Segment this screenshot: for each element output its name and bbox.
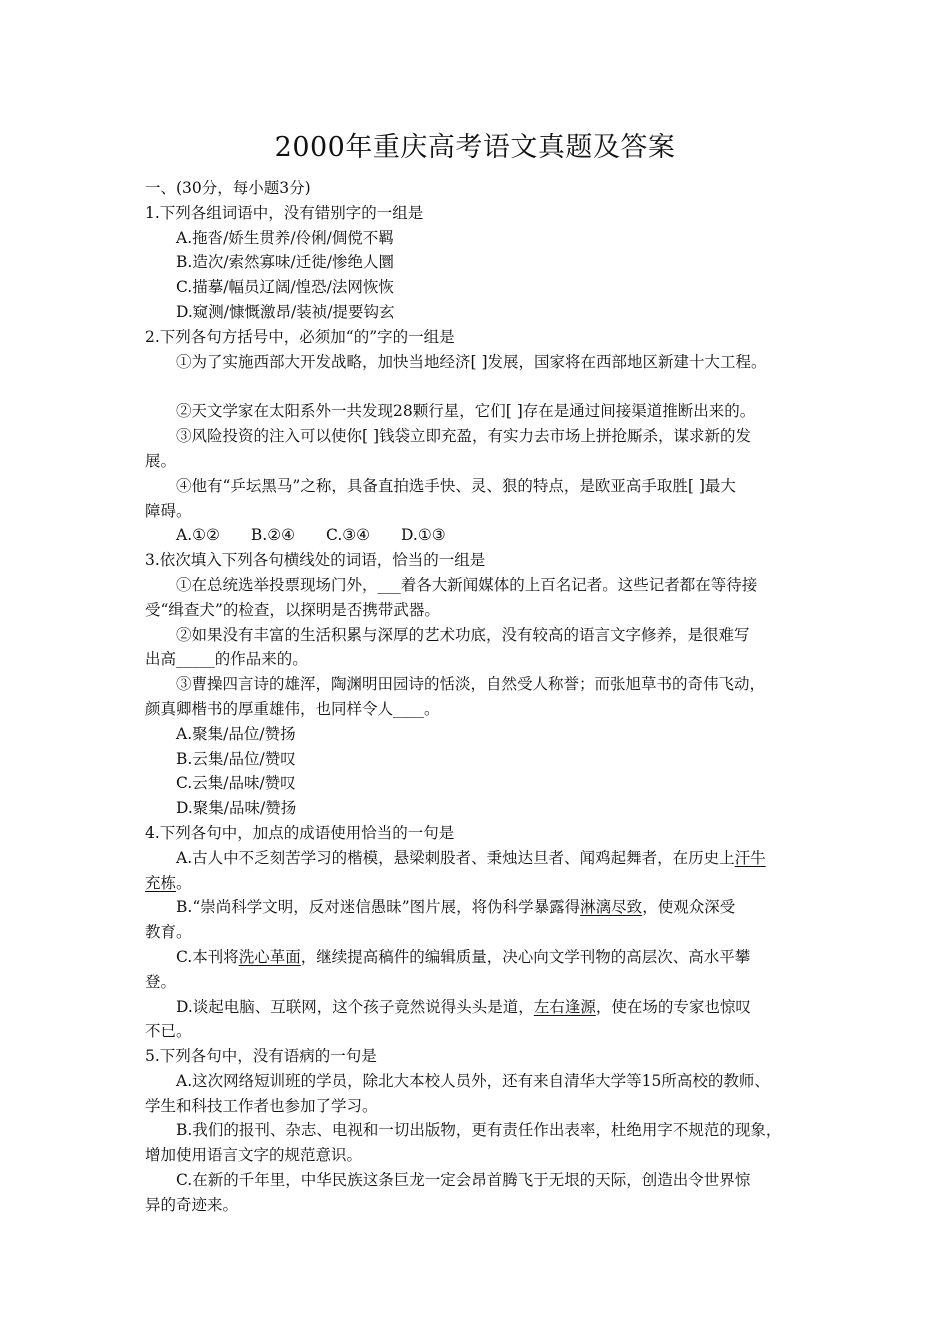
q3-option-d: D.聚集/品味/赞扬: [176, 799, 297, 818]
q4-option-c: [145, 945, 815, 970]
q4-b-text: B.“崇尚科学文明，反对迷信愚昧”图片展，将伪科学暴露得: [176, 898, 581, 917]
q3-option-a: A.聚集/品位/赞扬: [176, 724, 296, 743]
q2-sentence-1: ①为了实施西部大开发战略，加快当地经济[ ]发展，国家将在西部地区新建十大工程。: [176, 352, 767, 371]
q2-sentence-3-cont: 展。: [145, 451, 177, 470]
exam-body: [145, 176, 815, 1218]
q4-c-idiom: 洗心革面: [238, 947, 301, 966]
q4-d-idiom: 左右逢源: [533, 997, 596, 1016]
q4-option-c-cont: 登。: [145, 972, 177, 991]
q4-a-end: 。: [176, 873, 192, 892]
q4-a-text: A.古人中不乏刻苦学习的楷模，悬梁刺股者、秉烛达旦者、闻鸡起舞者，在历史上: [176, 848, 735, 867]
q3-sentence-1: ①在总统选举投票现场门外，___着各大新闻媒体的上百名记者。这些记者都在等待接: [176, 575, 758, 594]
q2-sentence-4: ④他有“乒坛黑马”之称，具备直拍选手快、灵、狠的特点，是欧亚高手取胜[ ]最大: [176, 476, 736, 495]
q4-option-a: [145, 846, 815, 871]
q5-option-a: A.这次网络短训班的学员，除北大本校人员外，还有来自清华大学等15所高校的教师、: [176, 1071, 770, 1090]
q2-sentence-3: ③风险投资的注入可以使你[ ]钱袋立即充盈，有实力去市场上拼抢厮杀，谋求新的发: [176, 427, 752, 446]
q5-option-a-cont: 学生和科技工作者也参加了学习。: [145, 1096, 378, 1115]
q4-b-idiom: 淋漓尽致: [580, 898, 643, 917]
q4-a-idiom-part2: 充栋: [145, 873, 177, 892]
q4-option-d-cont: 不已。: [145, 1022, 192, 1041]
q2-sentence-4-cont: 障碍。: [145, 501, 192, 520]
q3-stem: 3.依次填入下列各句横线处的词语，恰当的一组是: [145, 551, 486, 570]
q5-option-b: B.我们的报刊、杂志、电视和一切出版物，更有责任作出表率，杜绝用字不规范的现象，: [176, 1121, 782, 1140]
q2-options: A.①② B.②④ C.③④ D.①③: [176, 526, 446, 545]
q3-option-b: B.云集/品位/赞叹: [176, 749, 296, 768]
q3-sentence-3-cont: 颜真卿楷书的厚重雄伟，也同样令人____。: [145, 699, 440, 718]
q3-sentence-1-cont: 受“缉查犬”的检查，以探明是否携带武器。: [145, 600, 440, 619]
q1-option-c: C.描摹/幅员辽阔/惶恐/法网恢恢: [176, 278, 394, 297]
q5-stem: 5.下列各句中，没有语病的一句是: [145, 1047, 377, 1066]
q4-c-text: C.本刊将: [176, 947, 239, 966]
q4-option-d: [145, 995, 815, 1020]
q4-a-idiom-part1: 汗牛: [734, 848, 766, 867]
q5-option-b-cont: 增加使用语言文字的规范意识。: [145, 1146, 363, 1165]
q4-b-text-after: ，使观众深受: [642, 898, 736, 917]
q4-option-a-cont: [145, 871, 815, 896]
q3-option-c: C.云集/品味/赞叹: [176, 774, 296, 793]
q4-c-text-after: ，继续提高稿件的编辑质量，决心向文学刊物的高层次、高水平攀: [300, 947, 751, 966]
q4-stem: 4.下列各句中，加点的成语使用恰当的一句是: [145, 823, 455, 842]
q5-option-c: C.在新的千年里，中华民族这条巨龙一定会昂首腾飞于无垠的天际，创造出令世界惊: [176, 1171, 751, 1190]
q4-d-text: D.谈起电脑、互联网，这个孩子竟然说得头头是道，: [176, 997, 534, 1016]
blank-gap: [145, 374, 815, 399]
q1-option-b: B.造次/索然寡味/迁徙/惨绝人圜: [176, 253, 394, 272]
q4-option-b-cont: 教育。: [145, 923, 192, 942]
q3-sentence-3: ③曹操四言诗的雄浑，陶渊明田园诗的恬淡，自然受人称誉；而张旭草书的奇伟飞动，: [176, 675, 766, 694]
q2-stem: 2.下列各句方括号中，必须加“的”字的一组是: [145, 327, 455, 346]
q2-sentence-2: ②天文学家在太阳系外一共发现28颗行星，它们[ ]存在是通过间接渠道推断出来的。: [176, 402, 756, 421]
q1-option-a: A.拖沓/娇生贯养/伶俐/倜傥不羁: [176, 228, 394, 247]
q3-sentence-2: ②如果没有丰富的生活积累与深厚的艺术功底，没有较高的语言文字修养，是很难写: [176, 625, 750, 644]
q1-stem: 1.下列各组词语中，没有错别字的一组是: [145, 203, 424, 222]
q1-option-d: D.窥测/慷慨激昂/装祯/提要钩玄: [176, 302, 395, 321]
q5-option-c-cont: 异的奇迹来。: [145, 1195, 239, 1214]
q4-d-text-after: ，使在场的专家也惊叹: [595, 997, 751, 1016]
section-heading: 一、(30分，每小题3分): [145, 179, 311, 197]
q3-sentence-2-cont: 出高_____的作品来的。: [145, 650, 308, 669]
page-title: 2000年重庆高考语文真题及答案: [274, 132, 676, 163]
q4-option-b: [145, 895, 815, 920]
